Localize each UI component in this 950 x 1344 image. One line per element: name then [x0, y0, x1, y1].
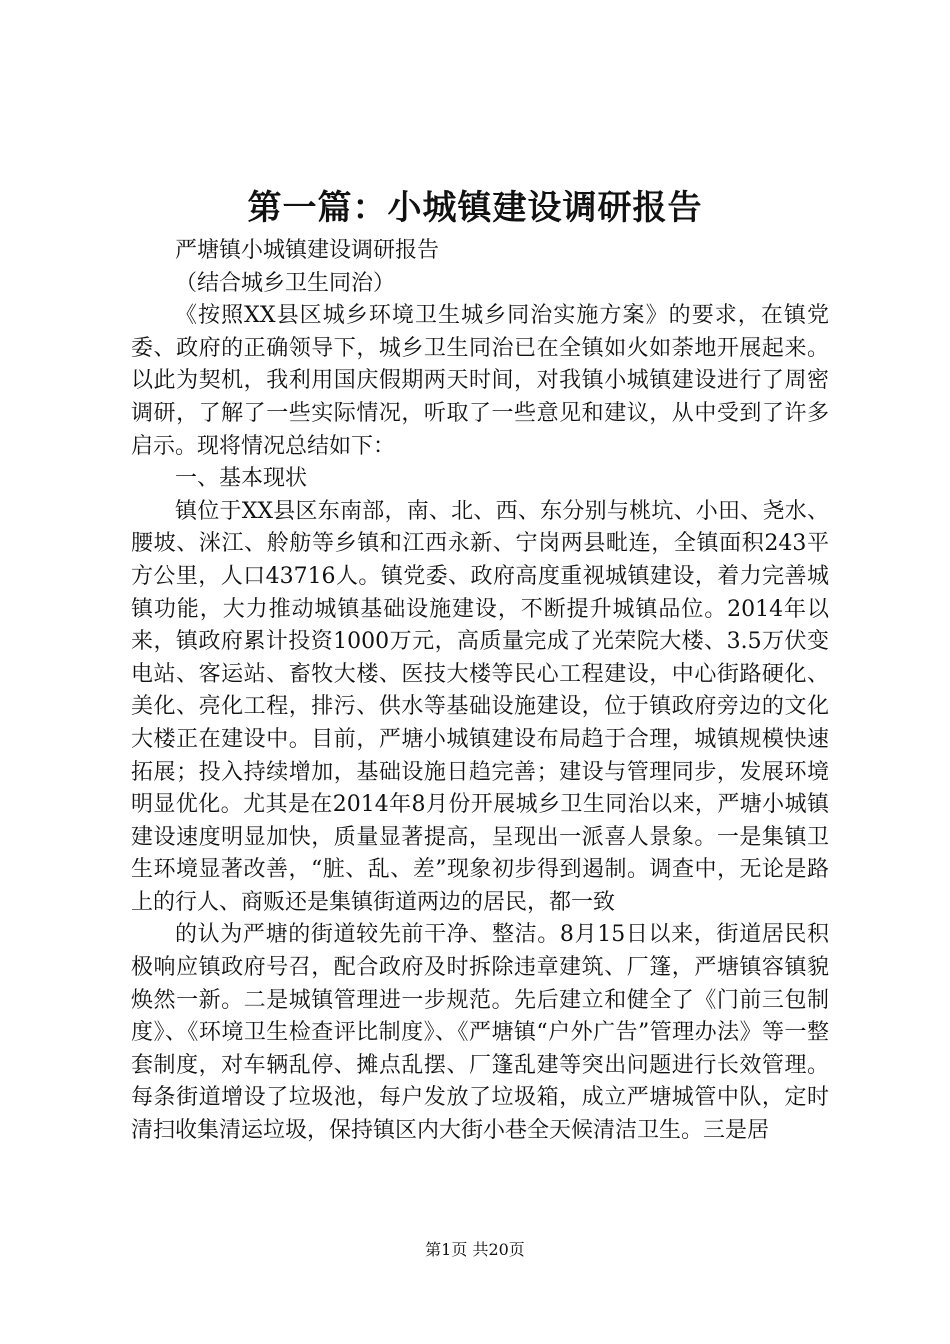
section-heading: 一、基本现状 [175, 466, 308, 492]
page-footer: 第1页 共20页 [425, 1240, 525, 1259]
paragraph-body: 的认为严塘的街道较先前干净、整洁。8月15日以来，街道居民积极响应镇政府号召，配合政府及时拆除违章建筑、厂篷，严塘镇容镇貌焕然一新。二是城镇管理进一步规范。先后建立和健全了《门前三包制度》、《环境卫生检查评比制度》、《严塘镇“户外广告”管理办法》等一整套制度，对车辆乱停、摊点乱摆、厂篷乱建等突出问题进行长效管理。每条街道增设了垃圾池，每户发放了垃圾箱，成立严塘城管中队，定时清扫收集清运垃圾，保持镇区内大街小巷全天候清洁卫生。三是居 [131, 922, 829, 1144]
paragraph-intro: 《按照XX县区城乡环境卫生城乡同治实施方案》的要求，在镇党委、政府的正确领导下，城乡卫生同治已在全镇如火如荼地开展起来。以此为契机，我利用国庆假期两天时间，对我镇小城镇建设进行了周密调研，了解了一些实际情况，听取了一些意见和建议，从中受到了许多启示。现将情况总结如下： [131, 303, 829, 459]
document-body [131, 235, 829, 1148]
paragraph-subtitle: 严塘镇小城镇建设调研报告 [175, 238, 440, 263]
paragraph-body: 镇位于XX县区东南部，南、北、西、东分别与桃坑、小田、尧水、腰坡、洣江、舲舫等乡镇和江西永新、宁岗两县毗连，全镇面积243平方公里，人口43716人。镇党委、政府高度重视城镇建设，着力完善城镇功能，大力推动城镇基础设施建设，不断提升城镇品位。2014年以来，镇政府累计投资1000万元，高质量完成了光荣院大楼、3.5万伏变电站、客运站、畜牧大楼、医技大楼等民心工程建设，中心街路硬化、美化、亮化工程，排污、供水等基础设施建设，位于镇政府旁边的文化大楼正在建设中。目前，严塘小城镇建设布局趋于合理，城镇规模快速拓展；投入持续增加，基础设施日趋完善；建设与管理同步，发展环境明显优化。尤其是在2014年8月份开展城乡卫生同治以来，严塘小城镇建设速度明显加快，质量显著提高，呈现出一派喜人景象。一是集镇卫生环境显著改善，“脏、乱、差”现象初步得到遏制。调查中，无论是路上的行人、商贩还是集镇街道两边的居民，都一致 [131, 498, 829, 915]
paragraph-subtitle-note: （结合城乡卫生同治） [175, 270, 396, 296]
document-title: 第一篇：小城镇建设调研报告 [247, 188, 703, 228]
